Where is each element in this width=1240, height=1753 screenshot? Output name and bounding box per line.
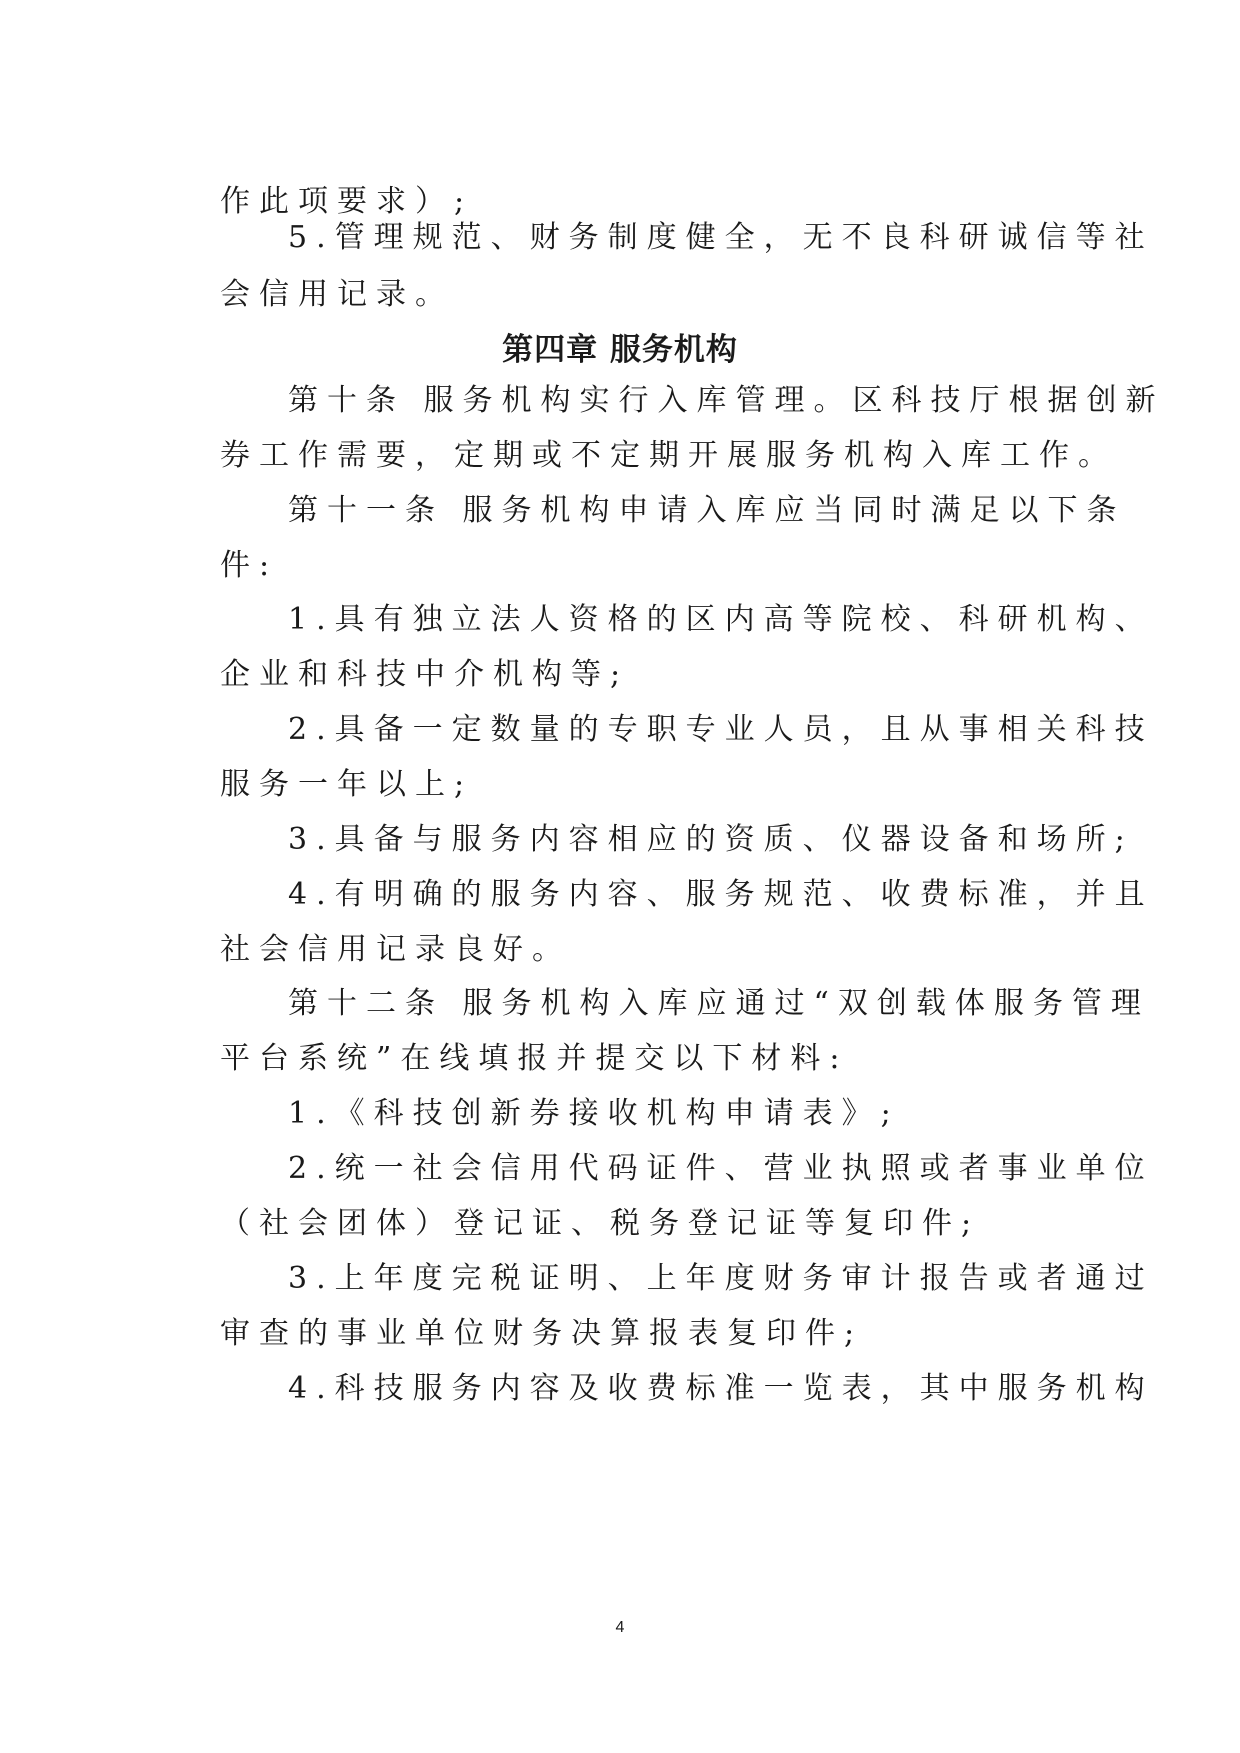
text-line: 平台系统”在线填报并提交以下材料:: [220, 1041, 849, 1076]
text-line: 企业和科技中介机构等;: [220, 657, 630, 692]
text-line: 第十二条 服务机构入库应通过“双创载体服务管理: [288, 986, 1150, 1021]
text-line: （社会团体）登记证、税务登记证等复印件;: [220, 1206, 981, 1241]
text-line: 社会信用记录良好。: [220, 932, 571, 967]
text-line: 3.具备与服务内容相应的资质、仪器设备和场所;: [288, 822, 1134, 857]
text-line: 第十条 服务机构实行入库管理。区科技厅根据创新: [288, 383, 1165, 418]
chapter-heading: 第四章 服务机构: [502, 332, 738, 368]
text-line: 服务一年以上;: [220, 767, 474, 802]
text-line: 4.有明确的服务内容、服务规范、收费标准，并且: [288, 877, 1154, 912]
text-line: 1.具有独立法人资格的区内高等院校、科研机构、: [288, 602, 1154, 637]
text-line: 2.具备一定数量的专职专业人员，且从事相关科技: [288, 712, 1154, 747]
page-number: 4: [615, 1619, 625, 1636]
text-line: 作此项要求）;: [220, 184, 474, 219]
text-line: 2.统一社会信用代码证件、营业执照或者事业单位: [288, 1151, 1154, 1186]
text-line: 4.科技服务内容及收费标准一览表，其中服务机构: [288, 1371, 1154, 1406]
text-line: 3.上年度完税证明、上年度财务审计报告或者通过: [288, 1261, 1154, 1296]
text-line: 会信用记录。: [220, 277, 454, 312]
text-line: 第十一条 服务机构申请入库应当同时满足以下条: [288, 493, 1126, 528]
text-line: 审查的事业单位财务决算报表复印件;: [220, 1316, 864, 1351]
text-line: 件:: [220, 548, 279, 583]
text-line: 券工作需要，定期或不定期开展服务机构入库工作。: [220, 438, 1117, 473]
text-line: 5.管理规范、财务制度健全，无不良科研诚信等社: [288, 220, 1154, 255]
text-line: 1.《科技创新券接收机构申请表》;: [288, 1096, 900, 1131]
